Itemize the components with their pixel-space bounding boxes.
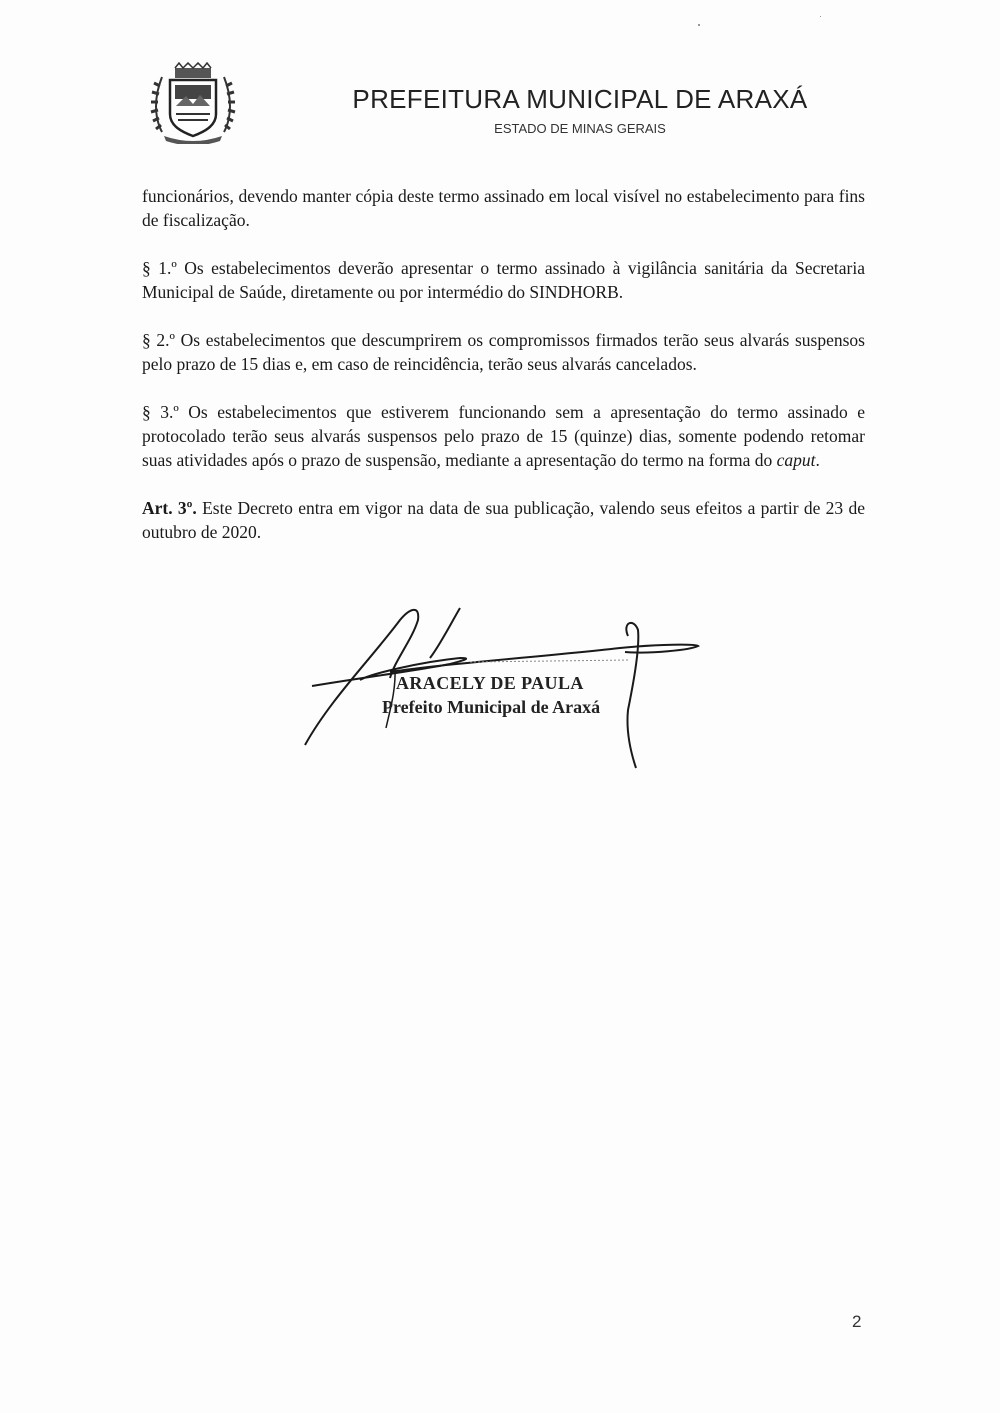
paragraph-continuation: funcionários, devendo manter cópia deste termo assinado em local visível no estabelecimento para fins de fiscalização.	[142, 186, 865, 230]
caput-term: caput	[776, 450, 816, 470]
paragraph-section-3-end: .	[815, 450, 820, 470]
article-3	[142, 496, 865, 544]
signatory-name: ARACELY DE PAULA	[396, 673, 584, 693]
page-number: 2	[852, 1312, 862, 1331]
paragraph-section-2: § 2.º Os estabelecimentos que descumprirem os compromissos firmados terão seus alvarás suspensos pelo prazo de 15 dias e, em caso de reincidência, terão seus alvarás cancelados.	[142, 330, 865, 374]
scan-speck	[820, 16, 821, 17]
header-subtitle: ESTADO DE MINAS GERAIS	[494, 121, 666, 136]
paragraph-section-3	[142, 400, 865, 472]
municipal-coat-of-arms-icon	[148, 62, 238, 144]
paragraph-section-3-text: § 3.º Os estabelecimentos que estiverem funcionando sem a apresentação do termo assinado e protocolado terão seus alvarás suspensos pelo prazo de 15 (quinze) dias, somente podendo retomar suas atividades após o prazo de suspensão, mediante a apresentação do termo na forma do	[142, 402, 865, 470]
paragraph-section-1: § 1.º Os estabelecimentos deverão apresentar o termo assinado à vigilância sanitária da Secretaria Municipal de Saúde, diretamente ou por intermédio do SINDHORB.	[142, 258, 865, 302]
document-body	[142, 184, 865, 568]
scan-speck	[698, 24, 700, 26]
signatory-role: Prefeito Municipal de Araxá	[382, 697, 601, 717]
article-3-text: Este Decreto entra em vigor na data de sua publicação, valendo seus efeitos a partir de 23 de outubro de 2020.	[142, 498, 865, 542]
header-title: PREFEITURA MUNICIPAL DE ARAXÁ	[352, 84, 808, 114]
article-3-label: Art. 3º.	[142, 498, 197, 518]
